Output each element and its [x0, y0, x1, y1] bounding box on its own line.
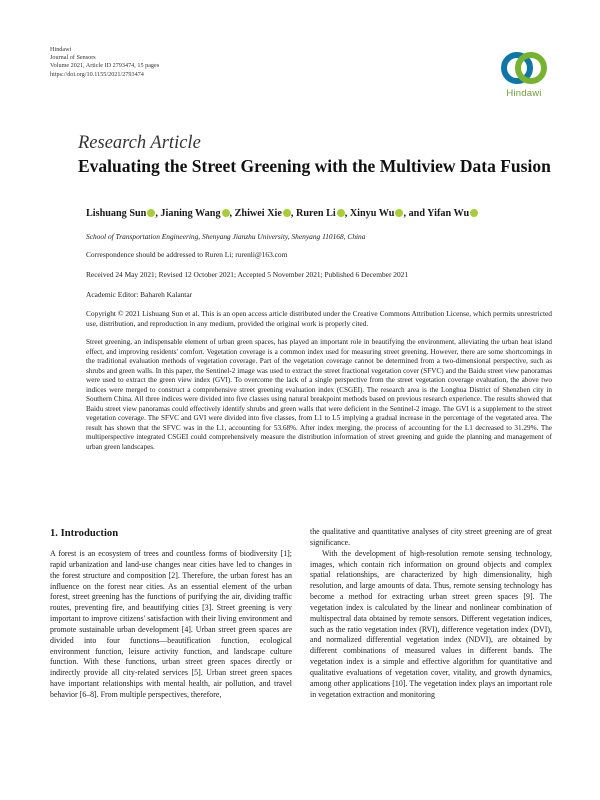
hindawi-logo-icon [497, 48, 551, 88]
intro-paragraph: With the development of high-resolution remote sensing technology, images, which contain rich information on ground objects and complex spatial relationships, are characterized by high dimensionality, high resolution, and large amounts of data. Thus, remote sensing technology has become a method for extracting urban street green spaces [9]. The vegetation index is calculated by the linear and nonlinear combination of multispectral data obtained by remote sensors. Different vegetation indices, such as the ratio vegetation index (RVI), difference vegetation index (DVI), and normalized differential vegetation index (NDVI), are obtained by different combinations of measured values in different bands. The vegetation index is a simple and effective algorithm for quantitative and qualitative evaluations of vegetation cover, vitality, and growth dynamics, among other applications [10]. The vegetation index plays an important role in vegetation extraction and monitoring [310, 548, 552, 699]
column-right [310, 527, 552, 701]
article-title: Evaluating the Street Greening with the Multiview Data Fusion [78, 156, 551, 176]
orcid-icon[interactable] [337, 209, 345, 217]
orcid-icon[interactable] [222, 209, 230, 217]
author-separator: , [344, 208, 350, 219]
journal-meta [50, 46, 159, 79]
doi-link[interactable]: https://doi.org/10.1155/2021/2793474 [50, 70, 144, 78]
author-separator: , [155, 208, 161, 219]
logo-wordmark: Hindawi [506, 88, 542, 99]
author-name: Zhiwei Xie [234, 208, 282, 219]
volume-info: Volume 2021, Article ID 2793474, 15 pages [50, 62, 160, 70]
correspondence: Correspondence should be addressed to Ruren Li; rurenli@163.com [86, 250, 288, 259]
author-name: Ruren Li [296, 208, 336, 219]
author-list [86, 208, 478, 219]
hindawi-logo [496, 48, 552, 104]
author-separator: , [229, 208, 235, 219]
author-separator: , and [403, 208, 428, 219]
column-left [50, 549, 292, 701]
publication-dates: Received 24 May 2021; Revised 12 October 2021; Accepted 5 November 2021; Published 6 December 2021 [86, 270, 409, 279]
academic-editor: Academic Editor: Bahareh Kalantar [86, 290, 193, 299]
orcid-icon[interactable] [283, 209, 291, 217]
author-name: Xinyu Wu [349, 208, 395, 219]
section-heading-introduction: 1. Introduction [50, 528, 119, 539]
orcid-icon[interactable] [470, 209, 478, 217]
intro-paragraph-continued: the qualitative and quantitative analyses of city street greening are of great significance. [310, 527, 552, 547]
journal-name: Journal of Sensors [50, 54, 96, 62]
copyright-notice: Copyright © 2021 Lishuang Sun et al. This is an open access article distributed under the Creative Commons Attribution License, which permits unrestricted use, distribution, and reproduction in any medium, provided the original work is properly cited. [86, 309, 552, 328]
author-separator: , [290, 208, 296, 219]
author-name: Lishuang Sun [86, 208, 147, 219]
affiliation: School of Transportation Engineering, Shenyang Jianzhu University, Shenyang 110168, China [86, 232, 366, 241]
author-name: Yifan Wu [427, 208, 470, 219]
intro-paragraph: A forest is an ecosystem of trees and countless forms of biodiversity [1]; rapid urbanization and land-use changes near cities have led to changes in the forest structure and composition [2]. Therefore, the urban forest has an influence on the forest near cities. As an essential element of the urban forest, street greening has the functions of purifying the air, dividing traffic routes, preventing fire, and beautifying cities [3]. Street greening is very important to improve citizens' satisfaction with their living environment and promote sustainable urban development [4]. Urban street green spaces are divided into four functions—beautification function, ecological environment function, leisure activity function, and landscape culture function. With these functions, urban street green spaces directly or indirectly provide all city-related services [5]. Urban street green spaces have important relationships with mental health, air pollution, and travel behavior [6–8]. From multiple perspectives, therefore, [50, 549, 292, 699]
abstract: Street greening, an indispensable element of urban green spaces, has played an important role in beautifying the environment, alleviating the urban heat island effect, and improving residents' comfort. Vegetation coverage is a common index used for measuring street greening. However, there are some shortcomings in the traditional evaluation methods of vegetation coverage. Part of the vegetation coverage cannot be determined from a two-dimensional perspective, such as shrubs and green walls. In this paper, the Sentinel-2 image was used to extract the street fractional vegetation cover (SFVC) and the Baidu street view panoramas were used to extract the green view index (GVI). To overcome the lack of a single perspective from the street vegetation coverage evaluation, the above two indices were merged to construct a comprehensive street greening evaluation index (CSGEI). The research area is the Longhua District of Shenzhen city in Southern China. All three indices were divided into five classes using natural breakpoint methods based on previous research experience. The results showed that Baidu street view panoramas could effectively identify shrubs and green walls that were deficient in the Sentinel-2 image. The GVI is a supplement to the street vegetation coverage. The SFVC and GVI were divided into five classes, from L1 to L5 implying a gradual increase in the percentage of the vegetated area. The result has shown that the SFVC was in the L1, accounting for 53.68%. After index merging, the process of accounting for the L1 decreased to 31.29%. The multiperspective integrated CSGEI could comprehensively measure the distribution information of street greening and guide the planning and management of urban green landscapes. [86, 338, 552, 452]
publisher-name: Hindawi [50, 46, 72, 53]
author-name: Jianing Wang [160, 208, 221, 219]
article-type: Research Article [78, 133, 201, 153]
